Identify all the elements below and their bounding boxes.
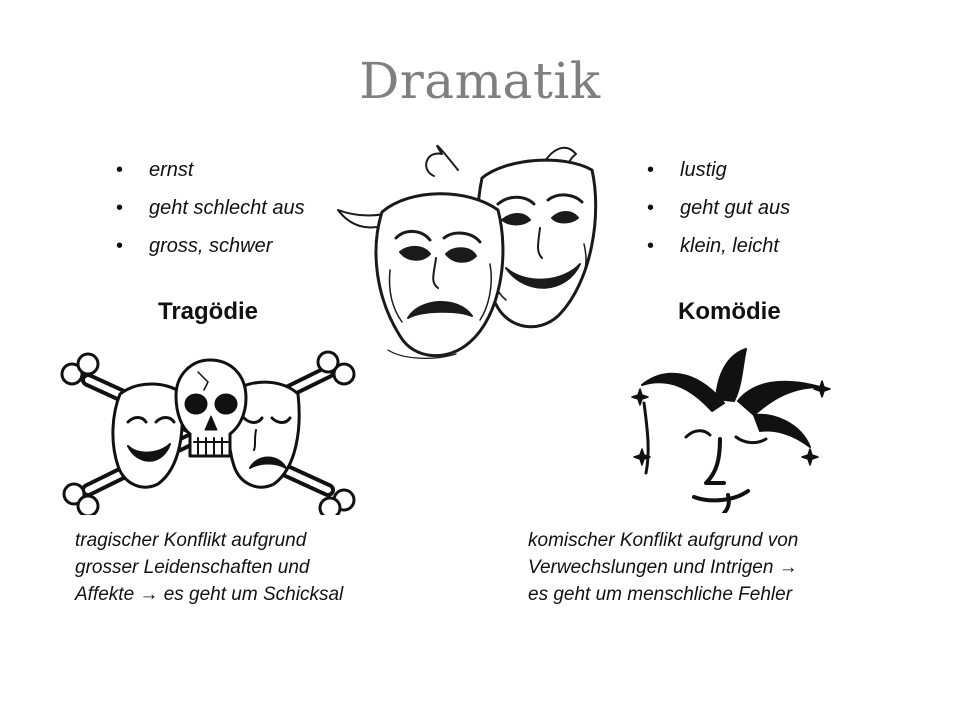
comedy-caption-line: Verwechslungen und Intrigen → [528,557,798,578]
comedy-bullet: • klein, leicht [647,227,790,265]
slide-title: Dramatik [359,52,601,110]
tragedy-bullet: • ernst [116,151,305,189]
tragedy-bullet: • gross, schwer [116,227,305,265]
comedy-bullet: • lustig [647,151,790,189]
tragedy-bullet: • geht schlecht aus [116,189,305,227]
comedy-bullet: • geht gut aus [647,189,790,227]
tragedy-caption [75,527,343,608]
tragedy-caption-line: grosser Leidenschaften und [75,557,310,578]
theater-masks-icon [330,140,610,360]
skull-crossbones-masks-icon [58,350,358,515]
jester-face-icon [624,343,844,513]
comedy-caption-line: komischer Konflikt aufgrund von [528,530,799,551]
comedy-caption [528,527,798,608]
comedy-bullet-list [647,151,790,265]
tragedy-caption-line: tragischer Konflikt aufgrund [75,530,307,551]
tragedy-caption-line: Affekte → es geht um Schicksal [75,584,344,605]
tragedy-bullet-list [116,151,305,265]
tragedy-heading: Tragödie [158,298,259,325]
comedy-heading: Komödie [678,298,781,325]
comedy-caption-line: es geht um menschliche Fehler [528,584,793,605]
